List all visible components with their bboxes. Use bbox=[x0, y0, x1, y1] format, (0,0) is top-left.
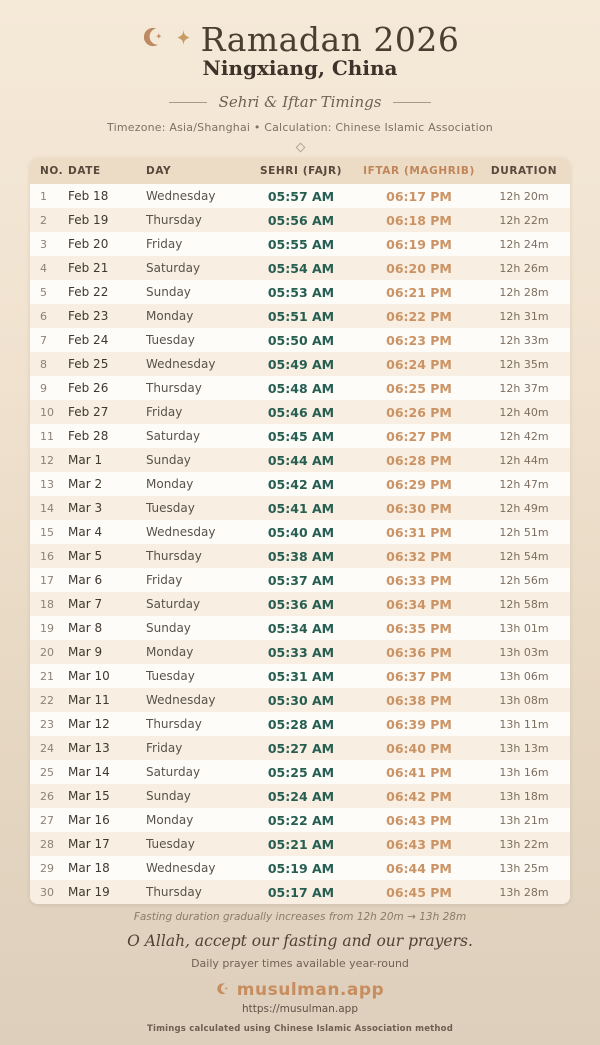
column-header-day: DAY bbox=[146, 165, 172, 177]
row-date: Mar 11 bbox=[68, 693, 110, 707]
row-number: 26 bbox=[40, 789, 54, 803]
table-row bbox=[30, 640, 570, 664]
location-title: Ningxiang, China bbox=[202, 56, 398, 80]
row-number: 20 bbox=[40, 645, 54, 659]
table-row bbox=[30, 760, 570, 784]
row-number: 25 bbox=[40, 765, 54, 779]
row-number: 30 bbox=[40, 885, 54, 899]
row-iftar-time: 06:29 PM bbox=[386, 476, 452, 492]
row-iftar-time: 06:45 PM bbox=[386, 884, 452, 900]
column-header-sehri: SEHRI (FAJR) bbox=[259, 165, 343, 177]
row-day: Wednesday bbox=[146, 189, 216, 203]
table-row bbox=[30, 712, 570, 736]
row-sehri-time: 05:51 AM bbox=[267, 308, 335, 324]
row-day: Saturday bbox=[146, 597, 201, 611]
table-row bbox=[30, 808, 570, 832]
page-title: Ramadan 2026 bbox=[200, 20, 460, 59]
row-number: 27 bbox=[40, 813, 54, 827]
availability-note: Daily prayer times available year-round bbox=[191, 957, 409, 970]
table-row bbox=[30, 352, 570, 376]
table-row bbox=[30, 208, 570, 232]
row-number: 21 bbox=[40, 669, 54, 683]
row-number: 23 bbox=[40, 717, 54, 731]
table-row bbox=[30, 496, 570, 520]
row-number: 28 bbox=[40, 837, 54, 851]
row-iftar-time: 06:32 PM bbox=[386, 548, 452, 564]
row-date: Feb 19 bbox=[68, 213, 109, 227]
row-date: Mar 10 bbox=[68, 669, 110, 683]
row-duration: 12h 37m bbox=[499, 381, 549, 395]
row-iftar-time: 06:44 PM bbox=[386, 860, 452, 876]
dua-text: O Allah, accept our fasting and our prayers. bbox=[127, 932, 473, 950]
timings-rows bbox=[30, 184, 570, 904]
row-date: Mar 9 bbox=[68, 645, 103, 659]
row-duration: 13h 08m bbox=[499, 693, 549, 707]
row-iftar-time: 06:27 PM bbox=[386, 428, 452, 444]
row-iftar-time: 06:41 PM bbox=[386, 764, 452, 780]
row-duration: 13h 03m bbox=[499, 645, 549, 659]
row-sehri-time: 05:38 AM bbox=[267, 548, 335, 564]
row-iftar-time: 06:35 PM bbox=[386, 620, 452, 636]
table-row bbox=[30, 256, 570, 280]
row-day: Monday bbox=[146, 309, 194, 323]
row-day: Monday bbox=[146, 645, 194, 659]
table-row bbox=[30, 856, 570, 880]
column-header-no: NO. bbox=[40, 165, 64, 177]
row-sehri-time: 05:56 AM bbox=[267, 212, 335, 228]
row-duration: 12h 47m bbox=[499, 477, 549, 491]
row-sehri-time: 05:17 AM bbox=[267, 884, 335, 900]
row-sehri-time: 05:54 AM bbox=[267, 260, 335, 276]
row-duration: 12h 42m bbox=[499, 429, 549, 443]
row-number: 9 bbox=[40, 381, 47, 395]
crescent-icon bbox=[216, 981, 230, 1000]
row-number: 10 bbox=[40, 405, 54, 419]
column-header-duration: DURATION bbox=[490, 165, 558, 177]
table-row bbox=[30, 304, 570, 328]
column-header-iftar: IFTAR (MAGHRIB) bbox=[363, 165, 475, 177]
row-number: 22 bbox=[40, 693, 54, 707]
row-iftar-time: 06:39 PM bbox=[386, 716, 452, 732]
row-sehri-time: 05:31 AM bbox=[267, 668, 335, 684]
row-date: Feb 20 bbox=[68, 237, 109, 251]
subtitle: Sehri & Iftar Timings bbox=[218, 93, 382, 111]
row-duration: 12h 33m bbox=[499, 333, 549, 347]
row-day: Wednesday bbox=[146, 693, 216, 707]
row-sehri-time: 05:24 AM bbox=[267, 788, 335, 804]
row-sehri-time: 05:46 AM bbox=[267, 404, 335, 420]
row-duration: 13h 21m bbox=[499, 813, 549, 827]
row-day: Wednesday bbox=[146, 525, 216, 539]
row-iftar-time: 06:19 PM bbox=[386, 236, 452, 252]
row-day: Tuesday bbox=[146, 837, 195, 851]
row-date: Mar 13 bbox=[68, 741, 110, 755]
row-iftar-time: 06:30 PM bbox=[386, 500, 452, 516]
sparkle-icon bbox=[175, 29, 192, 50]
row-number: 12 bbox=[40, 453, 54, 467]
row-sehri-time: 05:41 AM bbox=[267, 500, 335, 516]
row-sehri-time: 05:28 AM bbox=[267, 716, 335, 732]
row-number: 18 bbox=[40, 597, 54, 611]
row-sehri-time: 05:45 AM bbox=[267, 428, 335, 444]
row-date: Mar 12 bbox=[68, 717, 110, 731]
row-iftar-time: 06:36 PM bbox=[386, 644, 452, 660]
table-row bbox=[30, 400, 570, 424]
row-duration: 12h 28m bbox=[499, 285, 549, 299]
subtitle-rule-right bbox=[393, 102, 431, 103]
row-day: Monday bbox=[146, 477, 194, 491]
row-sehri-time: 05:50 AM bbox=[267, 332, 335, 348]
row-number: 2 bbox=[40, 213, 47, 227]
row-duration: 12h 24m bbox=[499, 237, 549, 251]
row-sehri-time: 05:34 AM bbox=[267, 620, 335, 636]
table-row bbox=[30, 328, 570, 352]
row-day: Saturday bbox=[146, 261, 201, 275]
row-iftar-time: 06:43 PM bbox=[386, 836, 452, 852]
timings-table bbox=[30, 158, 570, 904]
row-date: Feb 21 bbox=[68, 261, 109, 275]
row-sehri-time: 05:25 AM bbox=[267, 764, 335, 780]
row-day: Friday bbox=[146, 237, 183, 251]
row-iftar-time: 06:18 PM bbox=[386, 212, 452, 228]
row-day: Friday bbox=[146, 741, 183, 755]
row-date: Mar 5 bbox=[68, 549, 103, 563]
row-day: Sunday bbox=[146, 453, 191, 467]
table-row bbox=[30, 736, 570, 760]
row-iftar-time: 06:25 PM bbox=[386, 380, 452, 396]
row-date: Mar 1 bbox=[68, 453, 103, 467]
row-day: Thursday bbox=[146, 885, 202, 899]
row-duration: 12h 31m bbox=[499, 309, 549, 323]
row-date: Mar 8 bbox=[68, 621, 103, 635]
row-number: 8 bbox=[40, 357, 47, 371]
row-sehri-time: 05:55 AM bbox=[267, 236, 335, 252]
row-number: 24 bbox=[40, 741, 54, 755]
row-date: Mar 2 bbox=[68, 477, 103, 491]
row-duration: 12h 44m bbox=[499, 453, 549, 467]
table-row bbox=[30, 232, 570, 256]
row-sehri-time: 05:42 AM bbox=[267, 476, 335, 492]
table-row bbox=[30, 544, 570, 568]
table-row bbox=[30, 280, 570, 304]
table-row bbox=[30, 448, 570, 472]
brand-url[interactable]: https://musulman.app bbox=[242, 1003, 358, 1015]
row-sehri-time: 05:19 AM bbox=[267, 860, 335, 876]
row-duration: 12h 49m bbox=[499, 501, 549, 515]
row-duration: 13h 22m bbox=[499, 837, 549, 851]
row-sehri-time: 05:27 AM bbox=[267, 740, 335, 756]
calculation-method-note: Timings calculated using Chinese Islamic Association method bbox=[146, 1024, 453, 1034]
row-date: Feb 27 bbox=[68, 405, 109, 419]
row-day: Thursday bbox=[146, 549, 202, 563]
row-duration: 13h 13m bbox=[499, 741, 549, 755]
row-day: Wednesday bbox=[146, 861, 216, 875]
table-row bbox=[30, 472, 570, 496]
row-duration: 12h 26m bbox=[499, 261, 549, 275]
row-date: Feb 23 bbox=[68, 309, 109, 323]
row-number: 11 bbox=[40, 429, 54, 443]
row-day: Tuesday bbox=[146, 669, 195, 683]
timezone-calculation-note: Timezone: Asia/Shanghai • Calculation: Chinese Islamic Association bbox=[107, 121, 493, 134]
column-header-date: DATE bbox=[68, 165, 101, 177]
row-sehri-time: 05:37 AM bbox=[267, 572, 335, 588]
row-sehri-time: 05:30 AM bbox=[267, 692, 335, 708]
row-number: 29 bbox=[40, 861, 54, 875]
row-date: Mar 6 bbox=[68, 573, 103, 587]
row-iftar-time: 06:28 PM bbox=[386, 452, 452, 468]
brand-name: musulman.app bbox=[236, 980, 385, 1000]
row-number: 14 bbox=[40, 501, 54, 515]
row-duration: 12h 58m bbox=[499, 597, 549, 611]
row-date: Mar 19 bbox=[68, 885, 110, 899]
row-duration: 12h 56m bbox=[499, 573, 549, 587]
row-day: Saturday bbox=[146, 765, 201, 779]
row-day: Sunday bbox=[146, 789, 191, 803]
row-duration: 12h 22m bbox=[499, 213, 549, 227]
row-sehri-time: 05:36 AM bbox=[267, 596, 335, 612]
table-row bbox=[30, 688, 570, 712]
table-header-row bbox=[30, 158, 570, 184]
table-row bbox=[30, 592, 570, 616]
row-date: Mar 4 bbox=[68, 525, 103, 539]
row-sehri-time: 05:40 AM bbox=[267, 524, 335, 540]
row-date: Feb 26 bbox=[68, 381, 109, 395]
row-sehri-time: 05:33 AM bbox=[267, 644, 335, 660]
row-day: Tuesday bbox=[146, 333, 195, 347]
row-duration: 12h 54m bbox=[499, 549, 549, 563]
table-row bbox=[30, 184, 570, 208]
row-sehri-time: 05:44 AM bbox=[267, 452, 335, 468]
row-date: Feb 18 bbox=[68, 189, 109, 203]
row-iftar-time: 06:20 PM bbox=[386, 260, 452, 276]
row-date: Feb 28 bbox=[68, 429, 109, 443]
row-date: Mar 15 bbox=[68, 789, 110, 803]
row-iftar-time: 06:33 PM bbox=[386, 572, 452, 588]
table-row bbox=[30, 424, 570, 448]
row-day: Friday bbox=[146, 405, 183, 419]
diamond-ornament-icon bbox=[295, 143, 305, 153]
row-number: 7 bbox=[40, 333, 47, 347]
row-day: Friday bbox=[146, 573, 183, 587]
row-number: 1 bbox=[40, 189, 47, 203]
row-date: Mar 18 bbox=[68, 861, 110, 875]
row-date: Feb 22 bbox=[68, 285, 109, 299]
row-duration: 13h 28m bbox=[499, 885, 549, 899]
table-row bbox=[30, 376, 570, 400]
row-duration: 12h 20m bbox=[499, 189, 549, 203]
row-number: 4 bbox=[40, 261, 47, 275]
row-iftar-time: 06:21 PM bbox=[386, 284, 452, 300]
table-row bbox=[30, 784, 570, 808]
page-header bbox=[0, 0, 600, 151]
row-date: Mar 3 bbox=[68, 501, 103, 515]
row-number: 17 bbox=[40, 573, 54, 587]
row-duration: 13h 25m bbox=[499, 861, 549, 875]
row-day: Thursday bbox=[146, 717, 202, 731]
row-iftar-time: 06:42 PM bbox=[386, 788, 452, 804]
row-date: Mar 16 bbox=[68, 813, 110, 827]
row-day: Thursday bbox=[146, 381, 202, 395]
row-iftar-time: 06:31 PM bbox=[386, 524, 452, 540]
row-day: Saturday bbox=[146, 429, 201, 443]
row-sehri-time: 05:53 AM bbox=[267, 284, 335, 300]
row-iftar-time: 06:43 PM bbox=[386, 812, 452, 828]
fasting-duration-note: Fasting duration gradually increases from 12h 20m → 13h 28m bbox=[133, 911, 467, 923]
row-sehri-time: 05:49 AM bbox=[267, 356, 335, 372]
row-number: 16 bbox=[40, 549, 54, 563]
row-date: Feb 25 bbox=[68, 357, 109, 371]
row-iftar-time: 06:17 PM bbox=[386, 188, 452, 204]
row-iftar-time: 06:26 PM bbox=[386, 404, 452, 420]
row-iftar-time: 06:40 PM bbox=[386, 740, 452, 756]
row-duration: 13h 06m bbox=[499, 669, 549, 683]
row-sehri-time: 05:57 AM bbox=[267, 188, 335, 204]
row-duration: 13h 11m bbox=[499, 717, 549, 731]
row-number: 5 bbox=[40, 285, 47, 299]
row-date: Mar 17 bbox=[68, 837, 110, 851]
row-duration: 13h 01m bbox=[499, 621, 549, 635]
table-row bbox=[30, 664, 570, 688]
row-iftar-time: 06:38 PM bbox=[386, 692, 452, 708]
row-number: 3 bbox=[40, 237, 47, 251]
row-duration: 13h 18m bbox=[499, 789, 549, 803]
row-day: Sunday bbox=[146, 285, 191, 299]
crescent-star-icon bbox=[141, 25, 166, 54]
row-date: Mar 7 bbox=[68, 597, 103, 611]
table-row bbox=[30, 880, 570, 904]
row-sehri-time: 05:21 AM bbox=[267, 836, 335, 852]
row-number: 19 bbox=[40, 621, 54, 635]
row-duration: 12h 51m bbox=[499, 525, 549, 539]
row-date: Feb 24 bbox=[68, 333, 109, 347]
row-iftar-time: 06:37 PM bbox=[386, 668, 452, 684]
table-row bbox=[30, 616, 570, 640]
row-iftar-time: 06:24 PM bbox=[386, 356, 452, 372]
table-row bbox=[30, 520, 570, 544]
row-iftar-time: 06:34 PM bbox=[386, 596, 452, 612]
page-footer bbox=[0, 911, 600, 1034]
row-sehri-time: 05:48 AM bbox=[267, 380, 335, 396]
row-day: Monday bbox=[146, 813, 194, 827]
table-row bbox=[30, 832, 570, 856]
row-iftar-time: 06:23 PM bbox=[386, 332, 452, 348]
row-day: Tuesday bbox=[146, 501, 195, 515]
row-number: 15 bbox=[40, 525, 54, 539]
row-day: Thursday bbox=[146, 213, 202, 227]
row-day: Wednesday bbox=[146, 357, 216, 371]
row-duration: 12h 35m bbox=[499, 357, 549, 371]
table-row bbox=[30, 568, 570, 592]
row-number: 6 bbox=[40, 309, 47, 323]
row-date: Mar 14 bbox=[68, 765, 110, 779]
row-day: Sunday bbox=[146, 621, 191, 635]
row-number: 13 bbox=[40, 477, 54, 491]
row-sehri-time: 05:22 AM bbox=[267, 812, 335, 828]
row-duration: 13h 16m bbox=[499, 765, 549, 779]
row-iftar-time: 06:22 PM bbox=[386, 308, 452, 324]
row-duration: 12h 40m bbox=[499, 405, 549, 419]
subtitle-rule-left bbox=[169, 102, 207, 103]
